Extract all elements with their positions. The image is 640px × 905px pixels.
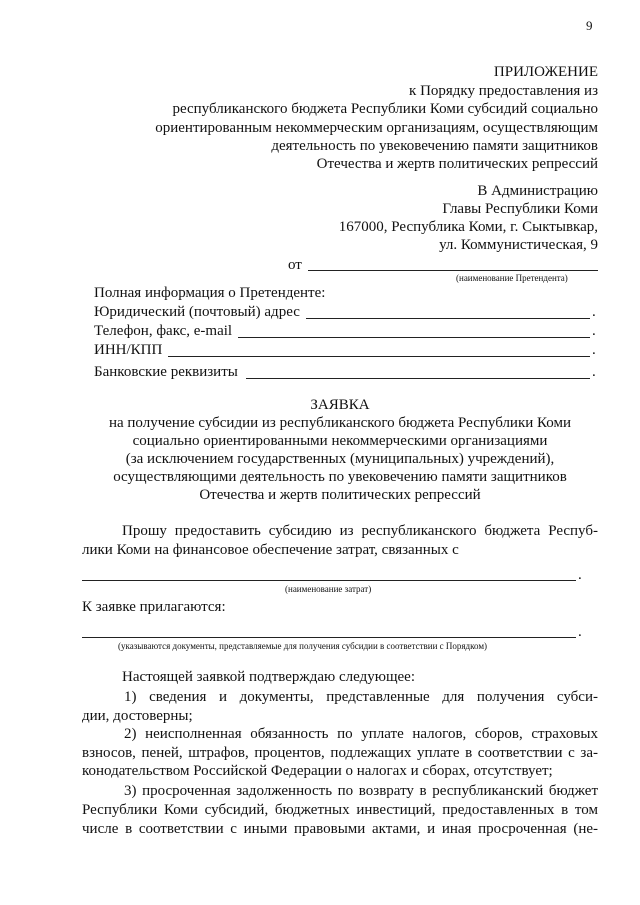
attached-field[interactable] [82,637,576,638]
from-label: от [288,257,302,273]
address-label: Юридический (почтовый) адрес [94,304,300,320]
bank-label: Банковские реквизиты [94,364,238,380]
appendix-line-4: деятельность по увековечению памяти защитников [271,138,598,154]
request-line-1: Прошу предоставить субсидию из республиканского бюджета Респуб- [122,523,598,539]
application-subtitle-5: Отечества и жертв политических репрессий [199,487,481,503]
attached-dot: . [578,624,582,640]
confirmation-item-3-line-3: числе в соответствии с иными правовыми актами, и иная просроченная (не- [82,821,598,837]
inn-label: ИНН/КПП [94,342,163,358]
address-dot: . [592,304,596,320]
applicant-name-line[interactable] [308,270,598,271]
phone-field[interactable] [238,337,590,338]
applicant-info-heading: Полная информация о Претенденте: [94,285,326,301]
attached-caption: (указываются документы, представляемые для получения субсидии в соответствии с Порядком) [118,641,488,651]
costs-field[interactable] [82,580,576,581]
confirmation-item-2-line-2: взносов, пеней, штрафов, процентов, подлежащих уплате в соответствии с за- [82,745,598,761]
confirmation-item-1-line-1: 1) сведения и документы, представленные для получения субси- [124,689,598,705]
application-subtitle-4: осуществляющими деятельность по увековечению памяти защитников [113,469,567,485]
inn-dot: . [592,342,596,358]
costs-dot: . [578,567,582,583]
phone-label: Телефон, факс, e-mail [94,323,233,339]
page-number: 9 [586,18,593,33]
appendix-line-5: Отечества и жертв политических репрессий [316,156,598,172]
application-subtitle-2: социально ориентированными некоммерческими организациями [132,433,548,449]
bank-dot: . [592,364,596,380]
application-subtitle-1: на получение субсидии из республиканского бюджета Республики Коми [108,415,572,431]
applicant-name-caption: (наименование Претендента) [456,273,568,283]
confirmation-item-3-line-2: Республики Коми субсидий, бюджетных инвестиций, предоставленных в том [82,802,598,818]
appendix-line-1: к Порядку предоставления из [409,83,598,99]
request-line-2: лики Коми на финансовое обеспечение затрат, связанных с [82,542,459,558]
appendix-line-2: республиканского бюджета Республики Коми субсидий социально [172,101,598,117]
addressee-line-3: 167000, Республика Коми, г. Сыктывкар, [338,219,598,235]
confirmation-intro: Настоящей заявкой подтверждаю следующее: [122,669,415,685]
confirmation-item-2-line-3: конодательством Российской Федерации о налогах и сборах, отсутствует; [82,763,553,779]
appendix-line-3: ориентированным некоммерческим организациям, осуществляющим [155,120,598,136]
inn-field[interactable] [168,356,590,357]
addressee-line-4: ул. Коммунистическая, 9 [439,237,598,253]
attached-label: К заявке прилагаются: [82,599,226,615]
phone-dot: . [592,323,596,339]
confirmation-item-2-line-1: 2) неисполненная обязанность по уплате налогов, сборов, страховых [124,726,598,742]
confirmation-item-3-line-1: 3) просроченная задолженность по возврату в республиканский бюджет [124,783,598,799]
confirmation-item-1-line-2: дии, достоверны; [82,708,193,724]
address-field[interactable] [306,318,590,319]
application-title: ЗАЯВКА [310,397,370,413]
costs-caption: (наименование затрат) [285,584,372,594]
application-subtitle-3: (за исключением государственных (муниципальных) учреждений), [125,451,555,467]
addressee-line-2: Главы Республики Коми [442,201,598,217]
bank-field[interactable] [246,378,590,379]
addressee-line-1: В Администрацию [477,183,598,199]
appendix-title: ПРИЛОЖЕНИЕ [493,64,598,80]
